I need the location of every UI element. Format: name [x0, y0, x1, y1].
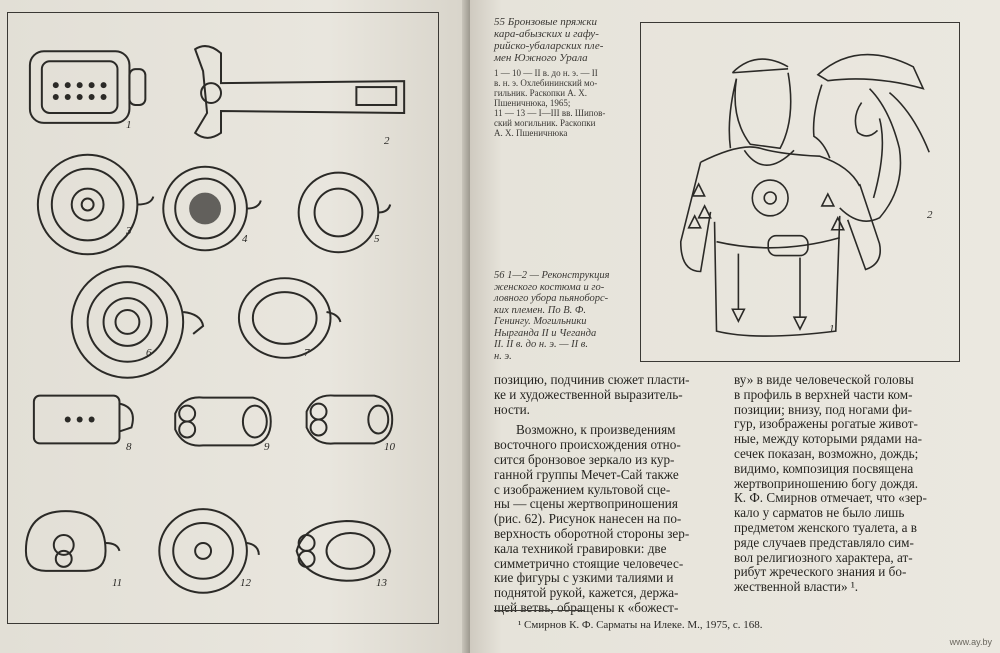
text-line: ганной группы Мечет-Сай также — [494, 466, 679, 482]
figure-number: 13 — [376, 577, 387, 589]
text-line: ности. — [494, 401, 530, 417]
text-line: жертвоприношению богу дождя. — [734, 475, 919, 491]
text-line: гур, изображены рогатые живот- — [734, 416, 918, 432]
paragraph — [494, 423, 719, 615]
text-line: ные, между которыми рядами на- — [734, 431, 922, 447]
figure-number: 1 — [829, 323, 835, 335]
text-line: (рис. 62). Рисунок нанесен на по- — [494, 511, 682, 527]
caption-line: ких племен. По В. Ф. — [494, 304, 586, 316]
caption-line: 11 — 13 — I—III вв. Шипов- — [494, 108, 606, 118]
text-line: рибут жреческого знания и бо- — [734, 564, 907, 580]
caption-line: II. II в. до н. э. — II в. — [494, 339, 588, 350]
caption-line: ловного убора пьяноборс- — [494, 293, 609, 304]
text-column-right — [734, 373, 966, 595]
text-line: щей ветвь, обращены к «божест- — [494, 599, 679, 615]
figure-number: 4 — [242, 233, 248, 245]
text-line: Возможно, к произведениям — [516, 422, 676, 438]
text-line: кала техникой гравировки: две — [494, 540, 667, 556]
text-column-left — [494, 373, 719, 616]
caption-line: 55 Бронзовые пряжки — [494, 16, 598, 28]
text-line: вол религиозного характера, ат- — [734, 549, 913, 565]
figure-number: 2 — [384, 135, 390, 147]
figure-number: 2 — [927, 209, 933, 221]
text-line: восточного происхождения отно- — [494, 437, 681, 453]
footnote-rule — [494, 610, 584, 611]
paragraph — [494, 373, 719, 417]
text-line: ряде случаев представляло сим- — [734, 534, 914, 550]
text-line: кало у сарматов не было лишь — [734, 505, 905, 521]
text-line: симметрично стоящие человечес- — [494, 555, 684, 571]
caption-line: Нырганда II и Чеганда — [494, 327, 597, 339]
caption-line: н. э. — [494, 350, 512, 362]
text-line: в профиль в верхней части ком- — [734, 386, 913, 402]
caption-56 — [494, 270, 630, 362]
costume-illustration — [641, 23, 959, 361]
text-line: ву» в виде человеческой головы — [734, 372, 914, 387]
caption-55 — [494, 16, 630, 138]
figure-number: 10 — [384, 441, 395, 453]
buckles-plate — [7, 12, 439, 624]
buckles-illustration — [8, 13, 438, 623]
paragraph — [734, 373, 966, 595]
footnote: ¹ Смирнов К. Ф. Сарматы на Илеке. М., 1975, с. 168. — [518, 619, 763, 631]
figure-number: 11 — [112, 577, 123, 589]
caption-line: ский могильник. Раскопки — [494, 118, 596, 128]
figure-number: 12 — [240, 577, 251, 589]
caption-line: мен Южного Урала — [494, 52, 588, 64]
caption-line: 56 1—2 — Реконструкция — [494, 270, 610, 281]
watermark: www.ay.by — [949, 637, 992, 647]
text-line: К. Ф. Смирнов отмечает, что «зер- — [734, 490, 927, 506]
caption-line: Генингу. Могильники — [494, 316, 587, 327]
text-line: жественной власти» ¹. — [734, 579, 859, 595]
left-page — [0, 0, 468, 653]
text-line: поднятой рукой, кажется, держа- — [494, 585, 679, 601]
text-line: верхность оборотной стороны зер- — [494, 525, 690, 541]
figure-number: 6 — [146, 347, 152, 359]
text-line: с изображением культовой сце- — [494, 481, 671, 497]
figure-number: 7 — [304, 347, 310, 359]
text-line: позицию, подчинив сюжет пласти- — [494, 372, 690, 387]
figure-number: 9 — [264, 441, 270, 453]
caption-line: 1 — 10 — II в. до н. э. — II — [494, 68, 598, 78]
caption-line: Пшеничнюка, 1965; — [494, 98, 571, 108]
text-line: видимо, композиция посвящена — [734, 460, 914, 476]
caption-line: гильник. Раскопки А. Х. — [494, 88, 588, 98]
caption-line: женского костюма и го- — [494, 281, 605, 293]
costume-plate — [640, 22, 960, 362]
text-line: сится бронзовое зеркало из кур- — [494, 451, 675, 467]
text-line: ны — сцены жертвоприношения — [494, 496, 678, 512]
figure-number: 3 — [126, 225, 132, 237]
caption-line: рийско-убаларских пле- — [494, 40, 604, 52]
text-line: предметом женского туалета, а в — [734, 519, 917, 535]
caption-line: А. Х. Пшеничнюка — [494, 128, 568, 138]
caption-line: кара-абызских и гафу- — [494, 28, 599, 40]
text-line: ке и художественной выразитель- — [494, 386, 683, 402]
caption-line: в. н. э. Охлебининский мо- — [494, 78, 598, 88]
text-line: позиции; внизу, под ногами фи- — [734, 401, 913, 417]
text-line: сечек показан, возможно, дождь; — [734, 445, 919, 461]
figure-number: 8 — [126, 441, 132, 453]
text-line: кие фигуры с узкими талиями и — [494, 570, 674, 586]
figure-number: 1 — [126, 119, 132, 131]
figure-number: 5 — [374, 233, 380, 245]
